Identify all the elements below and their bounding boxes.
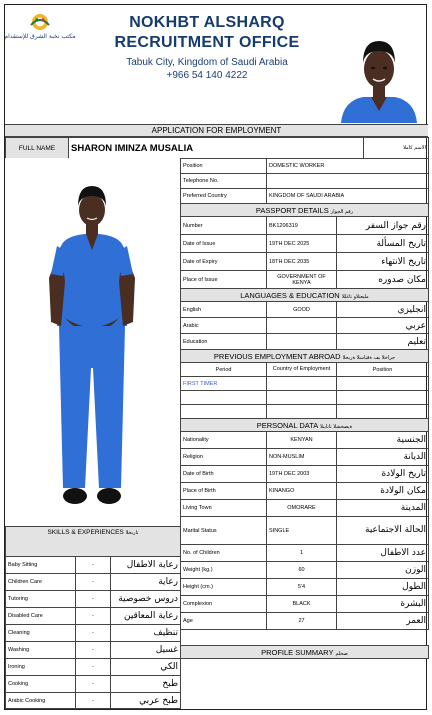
profile-summary-title: PROFILE SUMMARY [261,647,334,657]
complexion-ar: البشرة [337,596,429,613]
issue-date-value: 19TH DEC 2025 [267,235,337,253]
expiry-date-label: Date of Expiry [181,253,267,271]
place-of-issue-label: Place of Issue [181,271,267,289]
employment-cell [181,405,267,419]
education-label: Education [181,334,267,350]
english-ar: انجليزي [337,302,429,318]
skill-ar: الكي [111,659,181,676]
dob-ar: تاريخ الولادة [337,466,429,483]
issue-date-ar: تاريخ المسألة [337,235,429,253]
place-of-issue-value: GOVERNMENT OF KENYA [267,271,337,289]
skill-ar: رعاية المعاقين [111,608,181,625]
children-ar: عدد الاطفال [337,545,429,562]
languages-section-header [181,289,429,302]
expiry-date-value: 18TH DEC 2035 [267,253,337,271]
skill-value: - [76,591,111,608]
employment-title-ar: جراخلا يف ةقباسلا ةربخلا [342,354,396,361]
employment-cell [337,405,429,419]
children-value: 1 [267,545,337,562]
skills-title-ar: تاربخلا [125,530,139,536]
place-of-issue-ar: مكان صدوره [337,271,429,289]
logo-text: مكتب نخبة الشرق للإستقدام [4,33,76,40]
position-value: DOMESTIC WORKER [267,159,429,174]
education-value [267,334,337,350]
nationality-label: Nationality [181,432,267,449]
marital-status-value: SINGLE [267,517,337,545]
header [5,5,428,124]
passport-section-header [181,204,429,217]
first-timer-label: FIRST TIMER [181,377,267,391]
nationality-ar: الجنسية [337,432,429,449]
height-value: 5'4 [267,579,337,596]
education-ar: تعليم [337,334,429,350]
employment-header-position: Position [337,363,429,377]
expiry-date-ar: تاريخ الانتهاء [337,253,429,271]
employment-cell [337,391,429,405]
passport-number-label: Number [181,217,267,235]
skill-label: Cooking [6,676,76,693]
skill-value: - [76,642,111,659]
pob-value: KINANGO [267,483,337,500]
weight-label: Weight (kg.) [181,562,267,579]
skill-label: Ironing [6,659,76,676]
company-name-line1: NOKHBT ALSHARQ [129,14,285,31]
pob-ar: مكان الولادة [337,483,429,500]
height-label: Height (cm.) [181,579,267,596]
arabic-label: Arabic [181,318,267,334]
telephone-label: Telephone No. [181,174,267,189]
marital-status-label: Marital Status [181,517,267,545]
company-logo [4,11,76,51]
weight-value: 60 [267,562,337,579]
english-value: GOOD [267,302,337,318]
skill-ar: طبخ [111,676,181,693]
employment-cell [267,391,337,405]
age-ar: العمر [337,613,429,630]
personal-title-ar: ةيصخشلا تانايبلا [319,423,353,430]
skill-value: - [76,659,111,676]
arabic-ar: عربي [337,318,429,334]
religion-value: NON-MUSLIM [267,449,337,466]
profile-summary [180,645,429,712]
full-name-row [5,137,429,159]
complexion-value: BLACK [267,596,337,613]
issue-date-label: Date of Issue [181,235,267,253]
skill-value: - [76,557,111,574]
employment-section-header [181,350,429,363]
employment-cell [267,377,337,391]
employment-title: PREVIOUS EMPLOYMENT ABROAD [213,351,341,361]
pob-label: Place of Birth [181,483,267,500]
application-title: APPLICATION FOR EMPLOYMENT [5,124,428,137]
preferred-country-label: Preferred Country [181,189,267,204]
company-name-line2: RECRUITMENT OFFICE [114,34,300,51]
application-form [4,4,427,710]
dob-value: 19TH DEC 2003 [267,466,337,483]
personal-title: PERSONAL DATA [256,420,318,430]
company-city: Tabuk City, Kingdom of Saudi Arabia [126,57,288,68]
passport-number-value: BK1206319 [267,217,337,235]
profile-summary-title-ar: صخلم [335,650,348,657]
personal-section-header [181,419,429,432]
weight-ar: الوزن [337,562,429,579]
applicant-headshot [335,27,423,123]
preferred-country-value: KINGDOM OF SAUDI ARABIA [267,189,429,204]
details-table [180,158,429,630]
skill-value: - [76,608,111,625]
skill-label: Baby Sitting [6,557,76,574]
english-label: English [181,302,267,318]
profile-summary-header [181,646,429,659]
skill-label: Tutoring [6,591,76,608]
employment-cell [267,405,337,419]
living-town-ar: المدينة [337,500,429,517]
height-ar: الطول [337,579,429,596]
skill-ar: طبخ عربي [111,693,181,709]
skill-ar: تنظيف [111,625,181,642]
employment-cell [181,391,267,405]
living-town-value: OMORARE [267,500,337,517]
languages-title-ar: مليعتلاو تاغللا [341,293,369,300]
company-phone: +966 54 140 4222 [166,70,248,81]
profile-summary-body [181,659,429,712]
applicant-full-photo [5,158,180,526]
languages-title: LANGUAGES & EDUCATION [240,290,340,300]
marital-status-ar: الحالة الاجتماعية [337,517,429,545]
living-town-label: Living Town [181,500,267,517]
skill-label: Disabled Care [6,608,76,625]
company-block [73,13,341,82]
full-name-label: FULL NAME [6,138,69,159]
skills-table [5,526,181,709]
skill-ar: دروس خصوصية [111,591,181,608]
skill-value: - [76,625,111,642]
age-label: Age [181,613,267,630]
position-label: Position [181,159,267,174]
skill-ar: رعاية [111,574,181,591]
telephone-value [267,174,429,189]
full-name-label-ar: الاسم كاملا [364,138,429,159]
passport-number-ar: رقم جواز السفر [337,217,429,235]
skill-label: Cleaning [6,625,76,642]
skill-value: - [76,574,111,591]
employment-cell [337,377,429,391]
nationality-value: KENYAN [267,432,337,449]
full-name-value: SHARON IMINZA MUSALIA [69,138,364,159]
complexion-label: Complexion [181,596,267,613]
employment-header-period: Period [181,363,267,377]
skill-value: - [76,693,111,709]
dob-label: Date of Birth [181,466,267,483]
passport-title: PASSPORT DETAILS [255,205,329,215]
employment-header-country: Country of Employment [267,363,337,377]
religion-label: Religion [181,449,267,466]
religion-ar: الديانة [337,449,429,466]
age-value: 27 [267,613,337,630]
skill-label: Washing [6,642,76,659]
arabic-value [267,318,337,334]
skills-title: SKILLS & EXPERIENCES [47,529,124,536]
skill-label: Arabic Cooking [6,693,76,709]
skill-ar: غسيل [111,642,181,659]
skills-section-header [6,527,181,557]
skill-ar: رعاية الاطفال [111,557,181,574]
skill-value: - [76,676,111,693]
passport-title-ar: رقم الجواز [330,208,354,215]
children-label: No. of Children [181,545,267,562]
skill-label: Children Care [6,574,76,591]
